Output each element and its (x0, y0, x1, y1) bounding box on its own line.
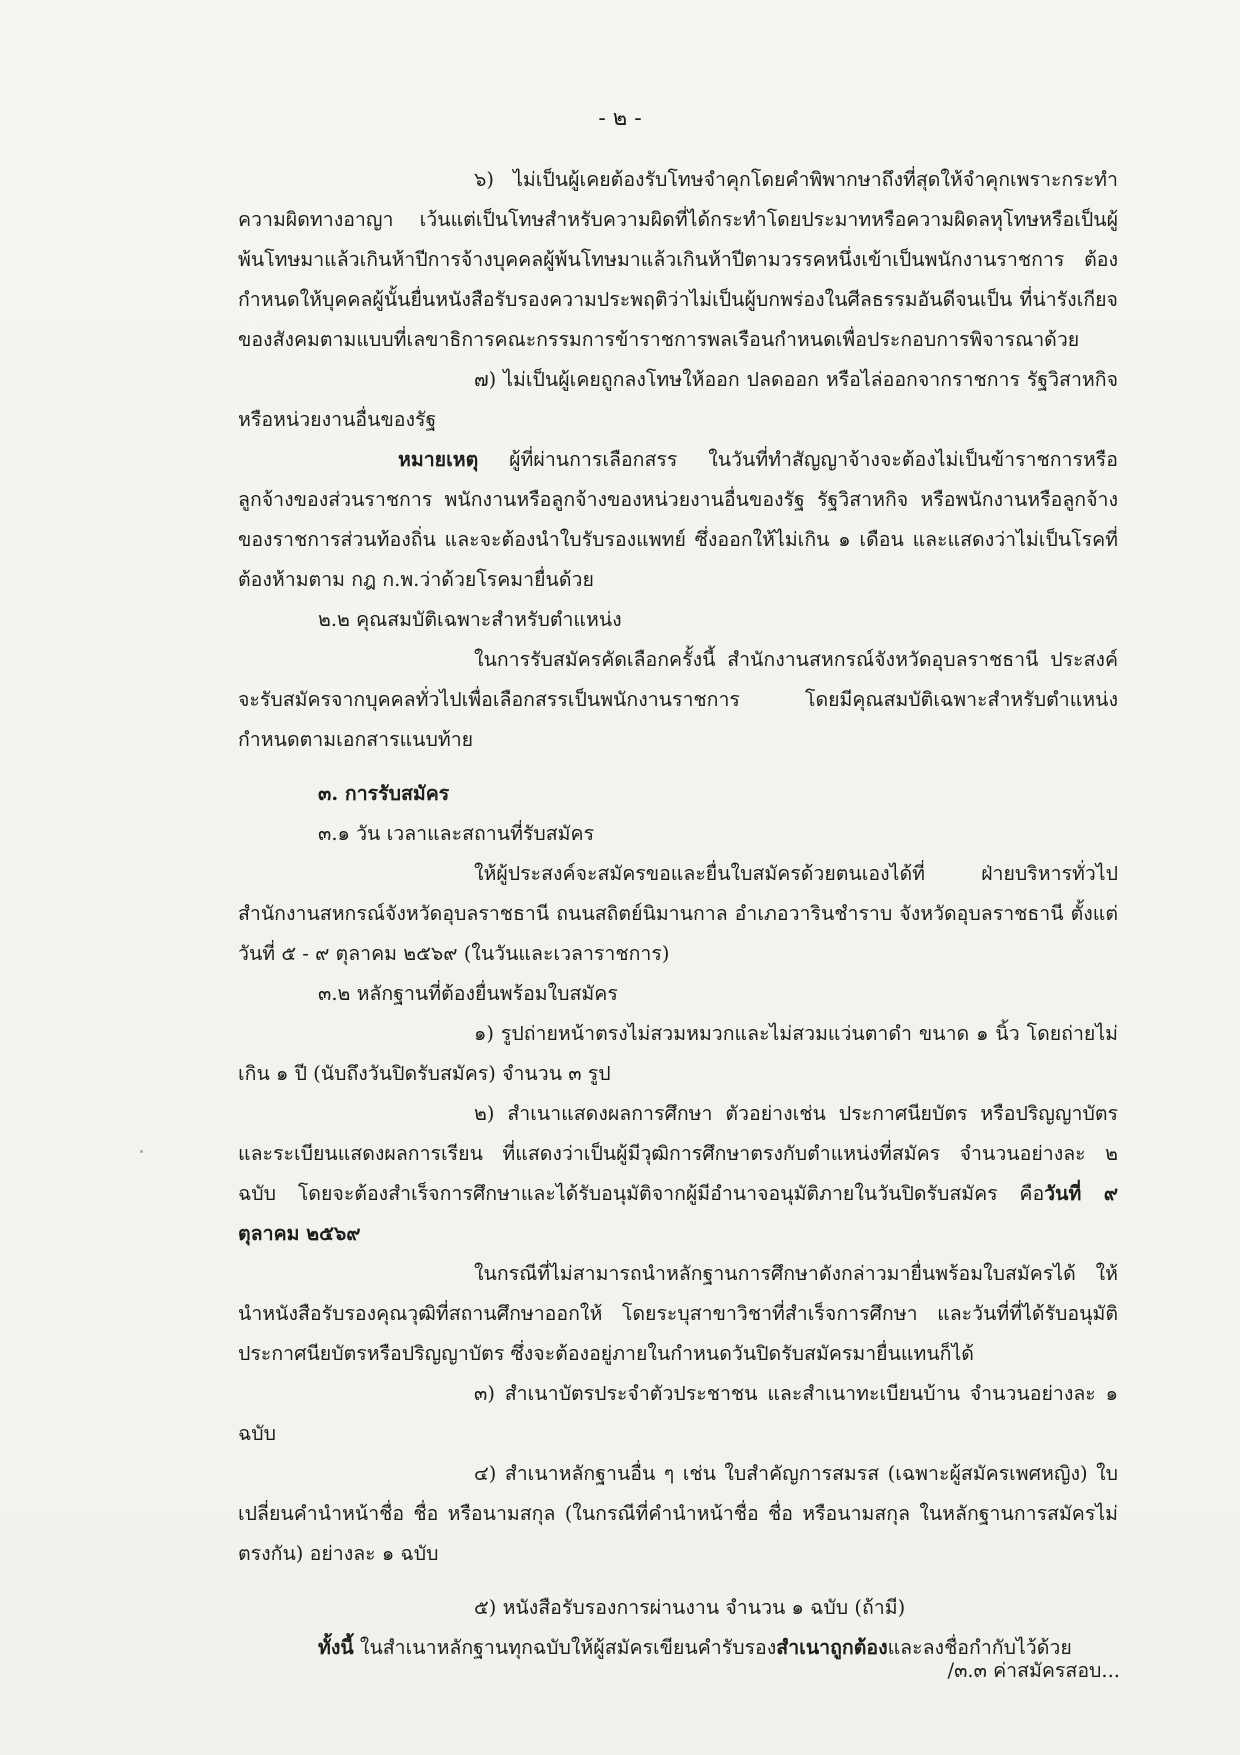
document-body (238, 160, 1118, 1668)
page-number: - ๒ - (598, 106, 642, 131)
item-1-text: ๑) รูปถ่ายหน้าตรงไม่สวมหมวกและไม่สวมแว่นตาดำ ขนาด ๑ นิ้ว โดยถ่ายไม่เกิน ๑ ปี (นับถึงวันปิดรับสมัคร) จำนวน ๓ รูป (238, 1022, 1118, 1085)
item-3-text: ๓) สำเนาบัตรประจำตัวประชาชน และสำเนาทะเบียนบ้าน จำนวนอย่างละ ๑ ฉบับ (238, 1382, 1118, 1445)
section-3-1-body (238, 854, 1118, 974)
section-2-2-body-text: ในการรับสมัครคัดเลือกครั้งนี้ สำนักงานสหกรณ์จังหวัดอุบลราชธานี ประสงค์จะรับสมัครจากบุคคลทั่วไปเพื่อเลือกสรรเป็นพนักงานราชการ โดยมีคุณสมบัติเฉพาะสำหรับตำแหน่งกำหนดตามเอกสารแนบท้าย (238, 648, 1118, 751)
section-2-2-body (238, 640, 1118, 760)
continuation-marker: /๓.๓ ค่าสมัครสอบ... (947, 1659, 1120, 1682)
item-2-note (238, 1254, 1118, 1374)
section-3-heading (238, 774, 1118, 814)
section-3-2-heading (238, 974, 1118, 1014)
note-text: ผู้ที่ผ่านการเลือกสรร ในวันที่ทำสัญญาจ้างจะต้องไม่เป็นข้าราชการหรือลูกจ้างของส่วนราชการ พนักงานหรือลูกจ้างของหน่วยงานอื่นของรัฐ รัฐวิสาหกิจ หรือพนักงานหรือลูกจ้างของราชการส่วนท้องถิ่น และจะต้องนำใบรับรองแพทย์ ซึ่งออกให้ไม่เกิน ๑ เดือน และแสดงว่าไม่เป็นโรคที่ต้องห้ามตาม กฎ ก.พ.ว่าด้วยโรคมายื่นด้วย (238, 448, 1118, 591)
section-3-2-text: ๓.๒ หลักฐานที่ต้องยื่นพร้อมใบสมัคร (318, 982, 618, 1005)
clause-6 (238, 160, 1118, 360)
section-3-1-text: ๓.๑ วัน เวลาและสถานที่รับสมัคร (318, 822, 595, 845)
clause-7-text: ๗) ไม่เป็นผู้เคยถูกลงโทษให้ออก ปลดออก หรือไล่ออกจากราชการ รัฐวิสาหกิจ หรือหน่วยงานอื่นของรัฐ (238, 368, 1118, 431)
item-5 (238, 1588, 1118, 1628)
item-4-text: ๔) สำเนาหลักฐานอื่น ๆ เช่น ใบสำคัญการสมรส (เฉพาะผู้สมัครเพศหญิง) ใบเปลี่ยนคำนำหน้าชื่อ ชื่อ หรือนามสกุล (ในกรณีที่คำนำหน้าชื่อ ชื่อ หรือนามสกุล ในหลักฐานการสมัครไม่ตรงกัน) อย่างละ ๑ ฉบับ (238, 1462, 1118, 1565)
note-label: หมายเหตุ (398, 448, 479, 471)
certification-tail: และลงชื่อกำกับไว้ด้วย (887, 1636, 1072, 1659)
item-2-note-text: ในกรณีที่ไม่สามารถนำหลักฐานการศึกษาดังกล่าวมายื่นพร้อมใบสมัครได้ ให้นำหนังสือรับรองคุณวุฒิที่สถานศึกษาออกให้ โดยระบุสาขาวิชาที่สำเร็จการศึกษา และวันที่ที่ได้รับอนุมัติประกาศนียบัตรหรือปริญญาบัตร ซึ่งจะต้องอยู่ภายในกำหนดวันปิดรับสมัครมายื่นแทนก็ได้ (238, 1262, 1118, 1365)
section-3-1-heading (238, 814, 1118, 854)
item-1 (238, 1014, 1118, 1094)
certification-lead: ทั้งนี้ (318, 1636, 354, 1659)
certification-phrase: สำเนาถูกต้อง (776, 1636, 888, 1659)
section-3-1-body-text: ให้ผู้ประสงค์จะสมัครขอและยื่นใบสมัครด้วยตนเองได้ที่ ฝ่ายบริหารทั่วไป สำนักงานสหกรณ์จังหวัดอุบลราชธานี ถนนสถิตย์นิมานกาล อำเภอวารินชำราบ จังหวัดอุบลราชธานี ตั้งแต่วันที่ ๕ - ๙ ตุลาคม ๒๕๖๙ (ในวันและเวลาราชการ) (238, 862, 1118, 965)
item-2 (238, 1094, 1118, 1254)
item-2-text: ๒) สำเนาแสดงผลการศึกษา ตัวอย่างเช่น ประกาศนียบัตร หรือปริญญาบัตร และระเบียนแสดงผลการเรียน ที่แสดงว่าเป็นผู้มีวุฒิการศึกษาตรงกับตำแหน่งที่สมัคร จำนวนอย่างละ ๒ ฉบับ โดยจะต้องสำเร็จการศึกษาและได้รับอนุมัติจากผู้มีอำนาจอนุมัติภายในวันปิดรับสมัคร คือ (238, 1102, 1118, 1205)
item-4 (238, 1454, 1118, 1574)
section-3-text: ๓. การรับสมัคร (318, 782, 450, 805)
certification-text: ในสำเนาหลักฐานทุกฉบับให้ผู้สมัครเขียนคำรับรอง (353, 1636, 777, 1659)
clause-6-text: ๖) ไม่เป็นผู้เคยต้องรับโทษจำคุกโดยคำพิพากษาถึงที่สุดให้จำคุกเพราะกระทำความผิดทางอาญา เว้นแต่เป็นโทษสำหรับความผิดที่ได้กระทำโดยประมาทหรือความผิดลหุโทษหรือเป็นผู้พ้นโทษมาแล้วเกินห้าปีการจ้างบุคคลผู้พ้นโทษมาแล้วเกินห้าปีตามวรรคหนึ่งเข้าเป็นพนักงานราชการ ต้องกำหนดให้บุคคลผู้นั้นยื่นหนังสือรับรองความประพฤติว่าไม่เป็นผู้บกพร่องในศีลธรรมอันดีจนเป็น ที่น่ารังเกียจของสังคมตามแบบที่เลขาธิการคณะกรรมการข้าราชการพลเรือนกำหนดเพื่อประกอบการพิจารณาด้วย (238, 168, 1118, 351)
clause-7 (238, 360, 1118, 440)
section-2-2-text: ๒.๒ คุณสมบัติเฉพาะสำหรับตำแหน่ง (318, 608, 622, 631)
section-2-2-heading (238, 600, 1118, 640)
closing-date: วันที่ ๙ ตุลาคม ๒๕๖๙ (238, 1182, 1118, 1245)
item-5-text: ๕) หนังสือรับรองการผ่านงาน จำนวน ๑ ฉบับ (ถ้ามี) (474, 1596, 906, 1619)
item-3 (238, 1374, 1118, 1454)
scan-speck (140, 1150, 143, 1153)
note-paragraph (238, 440, 1118, 600)
